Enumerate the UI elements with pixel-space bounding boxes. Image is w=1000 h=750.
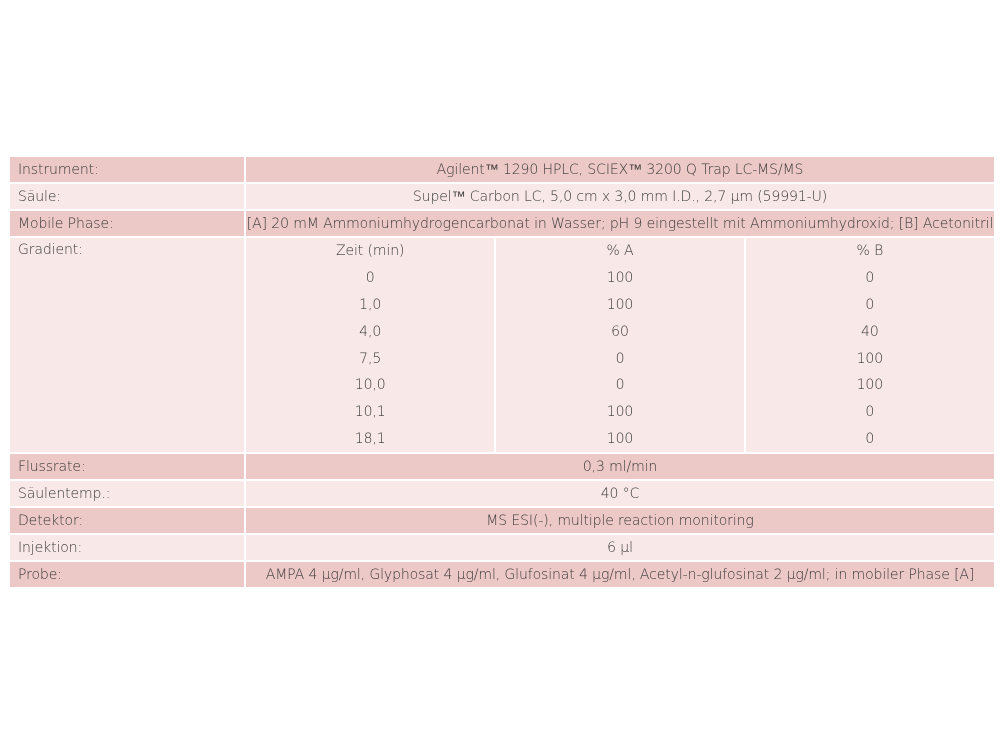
row-detector (10, 508, 994, 535)
row-column (10, 184, 994, 211)
gradient-row (246, 372, 994, 399)
gradient-header-time: Zeit (min) (246, 238, 495, 265)
row-label: Säulentemp.: (10, 481, 246, 508)
gradient-b: 0 (865, 270, 875, 287)
gradient-time: 4,0 (246, 318, 495, 345)
row-label: Flussrate: (10, 454, 246, 481)
row-label: Detektor: (10, 508, 246, 535)
gradient-a: 100 (495, 265, 744, 292)
gradient-time: 10,0 (246, 372, 495, 399)
row-column-temp (10, 481, 994, 508)
gradient-a: 100 (495, 426, 744, 453)
gradient-b: 100 (856, 350, 884, 367)
gradient-a: 100 (495, 292, 744, 319)
gradient-row (246, 426, 994, 453)
gradient-b: 40 (861, 323, 879, 340)
gradient-b: 0 (865, 404, 875, 421)
gradient-b: 100 (856, 377, 884, 394)
gradient-b: 0 (865, 430, 875, 447)
row-label: Gradient: (10, 238, 246, 454)
row-label: Mobile Phase: (10, 211, 246, 238)
gradient-time: 10,1 (246, 399, 495, 426)
row-value: MS ESI(-), multiple reaction monitoring (246, 508, 994, 535)
gradient-header-row (246, 238, 994, 265)
conditions-table (10, 157, 994, 589)
gradient-header-b: % B (856, 243, 884, 260)
gradient-row (246, 399, 994, 426)
gradient-a: 100 (495, 399, 744, 426)
row-label: Säule: (10, 184, 246, 211)
row-instrument (10, 157, 994, 184)
gradient-table (246, 238, 994, 452)
row-value: AMPA 4 µg/ml, Glyphosat 4 µg/ml, Glufosinat 4 µg/ml, Acetyl-n-glufosinat 2 µg/ml; in mobiler Phase [A] (246, 562, 994, 589)
row-value: 0,3 ml/min (246, 454, 994, 481)
gradient-row (246, 345, 994, 372)
row-label: Injektion: (10, 535, 246, 562)
gradient-a: 60 (495, 318, 744, 345)
gradient-a: 0 (495, 372, 744, 399)
row-gradient (10, 238, 994, 454)
row-label: Probe: (10, 562, 246, 589)
row-value: 6 µl (246, 535, 994, 562)
row-value: Supel™ Carbon LC, 5,0 cm x 3,0 mm I.D., 2,7 µm (59991-U) (246, 184, 994, 211)
row-value: Agilent™ 1290 HPLC, SCIEX™ 3200 Q Trap LC-MS/MS (246, 157, 994, 184)
gradient-time: 0 (246, 265, 495, 292)
gradient-header-a: % A (495, 238, 744, 265)
gradient-time: 7,5 (246, 345, 495, 372)
row-value: [A] 20 mM Ammoniumhydrogencarbonat in Wasser; pH 9 eingestellt mit Ammoniumhydroxid; [B] Acetonitril (246, 211, 994, 238)
gradient-b: 0 (865, 296, 875, 313)
row-flow-rate (10, 454, 994, 481)
row-sample (10, 562, 994, 589)
row-value: 40 °C (246, 481, 994, 508)
gradient-time: 18,1 (246, 426, 495, 453)
gradient-cell (246, 238, 994, 454)
gradient-time: 1,0 (246, 292, 495, 319)
gradient-row (246, 318, 994, 345)
gradient-row (246, 265, 994, 292)
row-mobile-phase (10, 211, 994, 238)
gradient-row (246, 292, 994, 319)
row-label: Instrument: (10, 157, 246, 184)
row-injection (10, 535, 994, 562)
gradient-a: 0 (495, 345, 744, 372)
